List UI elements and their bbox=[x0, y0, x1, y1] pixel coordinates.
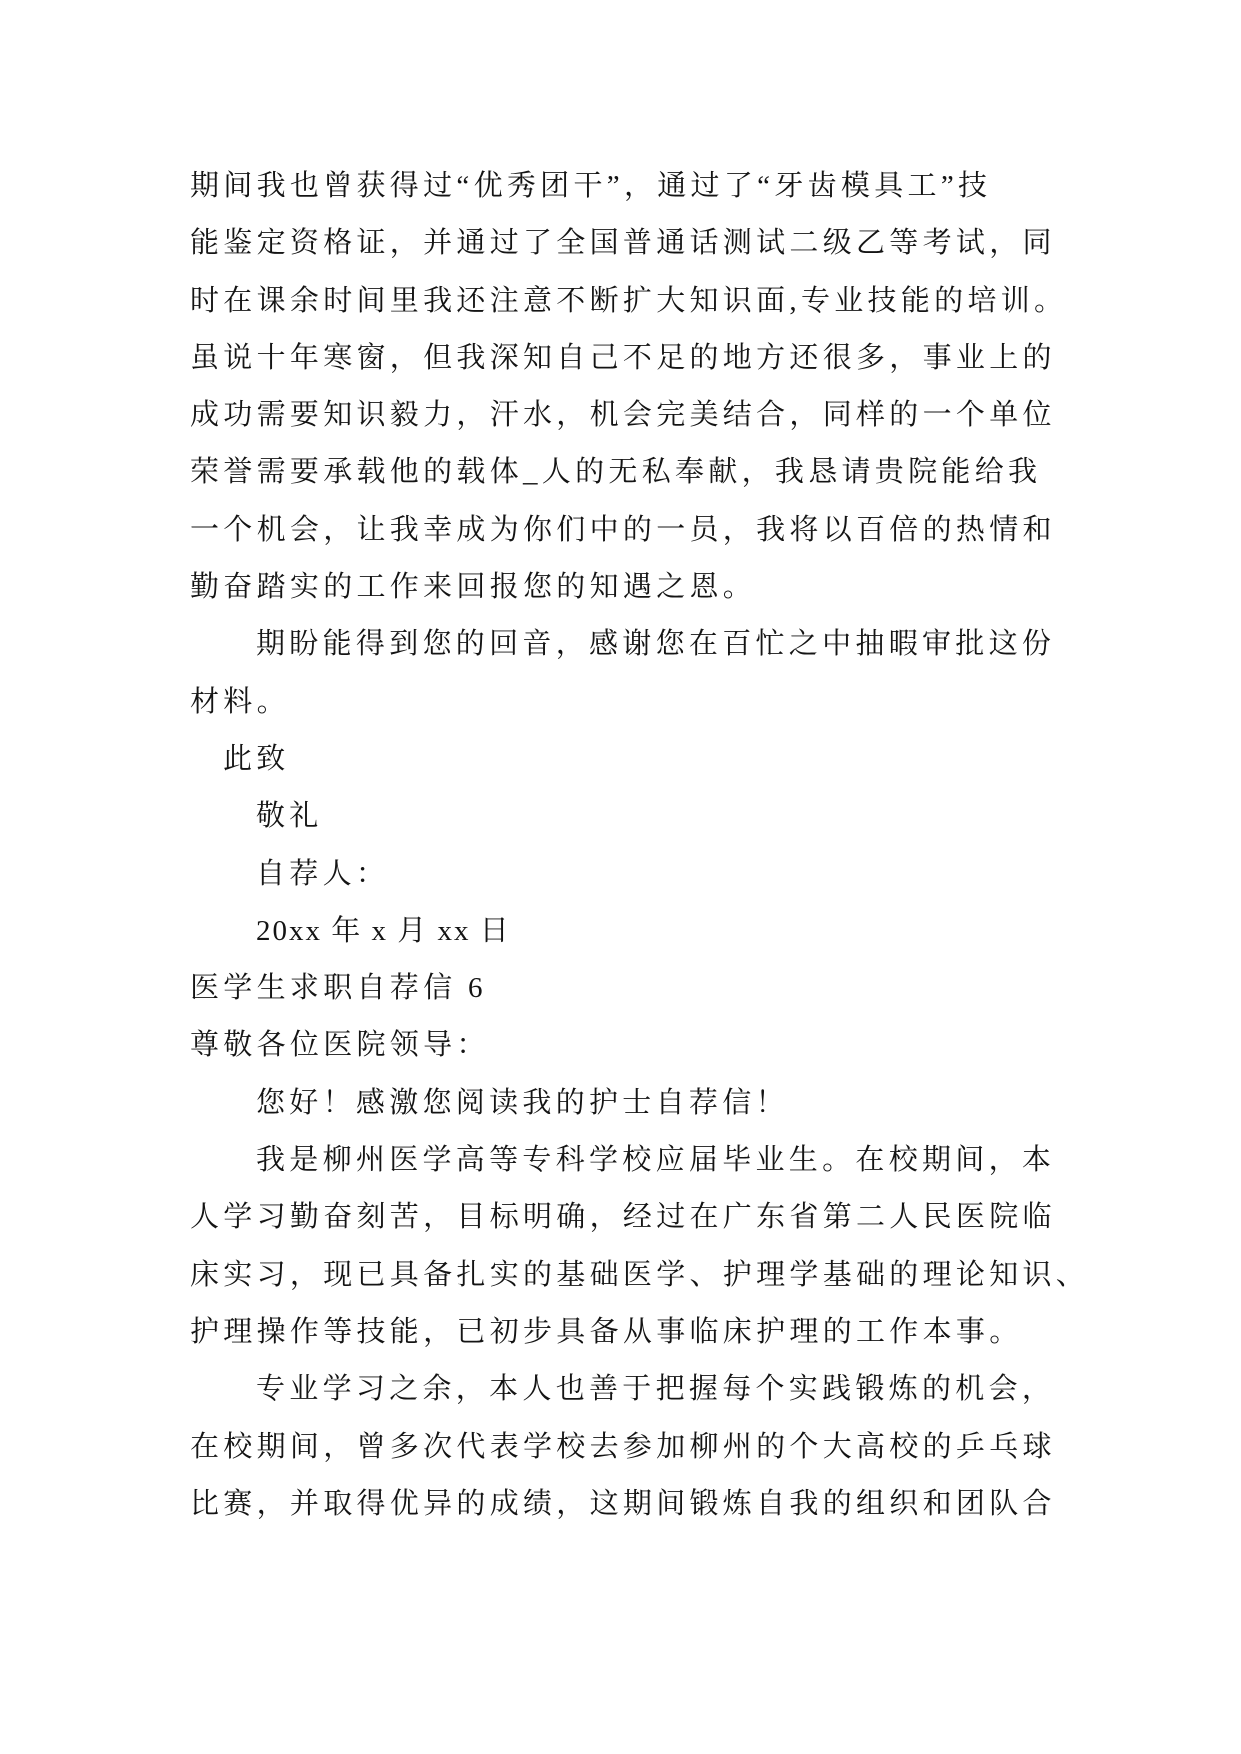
text-line: 时在课余时间里我还注意不断扩大知识面,专业技能的培训。 bbox=[190, 284, 1068, 317]
letter-6 bbox=[190, 960, 1110, 1533]
text-line: 在校期间，曾多次代表学校去参加柳州的个大高校的乒乓球 bbox=[190, 1430, 1056, 1463]
closing-salutation: 此致 bbox=[223, 742, 290, 775]
text-line: 虽说十年寒窗，但我深知自己不足的地方还很多，事业上的 bbox=[190, 341, 1056, 374]
paragraph bbox=[190, 1075, 1110, 1132]
text-line: 比赛，并取得优异的成绩，这期间锻炼自我的组织和团队合 bbox=[190, 1487, 1056, 1520]
text-line: 您好！感激您阅读我的护士自荐信！ bbox=[256, 1086, 789, 1119]
text-line: 人学习勤奋刻苦，目标明确，经过在广东省第二人民医院临 bbox=[190, 1201, 1056, 1234]
text-line: 期盼能得到您的回音，感谢您在百忙之中抽暇审批这份 bbox=[256, 628, 1056, 661]
paragraph bbox=[190, 1132, 1110, 1361]
text-line: 勤奋踏实的工作来回报您的知遇之恩。 bbox=[190, 571, 757, 604]
paragraph bbox=[190, 616, 1110, 731]
text-line: 期间我也曾获得过“优秀团干”，通过了“牙齿模具工”技 bbox=[190, 170, 992, 202]
text-line: 能鉴定资格证，并通过了全国普通话测试二级乙等考试，同 bbox=[190, 227, 1056, 260]
text-line: 材料。 bbox=[190, 685, 290, 718]
letter-title: 医学生求职自荐信 6 bbox=[190, 972, 487, 1005]
text-line: 一个机会，让我幸成为你们中的一员，我将以百倍的热情和 bbox=[190, 513, 1056, 546]
signature-label: 自荐人： bbox=[256, 857, 390, 890]
text-line: 专业学习之余，本人也善于把握每个实践锻炼的机会， bbox=[256, 1373, 1056, 1406]
paragraph bbox=[190, 1361, 1110, 1533]
text-line: 我是柳州医学高等专科学校应届毕业生。在校期间，本 bbox=[256, 1144, 1056, 1177]
text-line: 床实习，现已具备扎实的基础医学、护理学基础的理论知识、 bbox=[190, 1258, 1090, 1291]
date-line: 20xx 年 x 月 xx 日 bbox=[256, 914, 511, 947]
text-line: 成功需要知识毅力，汗水，机会完美结合，同样的一个单位 bbox=[190, 399, 1056, 432]
text-line: 荣誉需要承载他的载体_人的无私奉献，我恳请贵院能给我 bbox=[190, 456, 1042, 489]
greeting: 尊敬各位医院领导： bbox=[190, 1029, 490, 1062]
text-line: 护理操作等技能，已初步具备从事临床护理的工作本事。 bbox=[190, 1315, 1023, 1348]
closing-regards: 敬礼 bbox=[256, 800, 323, 833]
page-content bbox=[190, 158, 1110, 1533]
paragraph bbox=[190, 158, 1110, 616]
previous-letter bbox=[190, 158, 1110, 960]
